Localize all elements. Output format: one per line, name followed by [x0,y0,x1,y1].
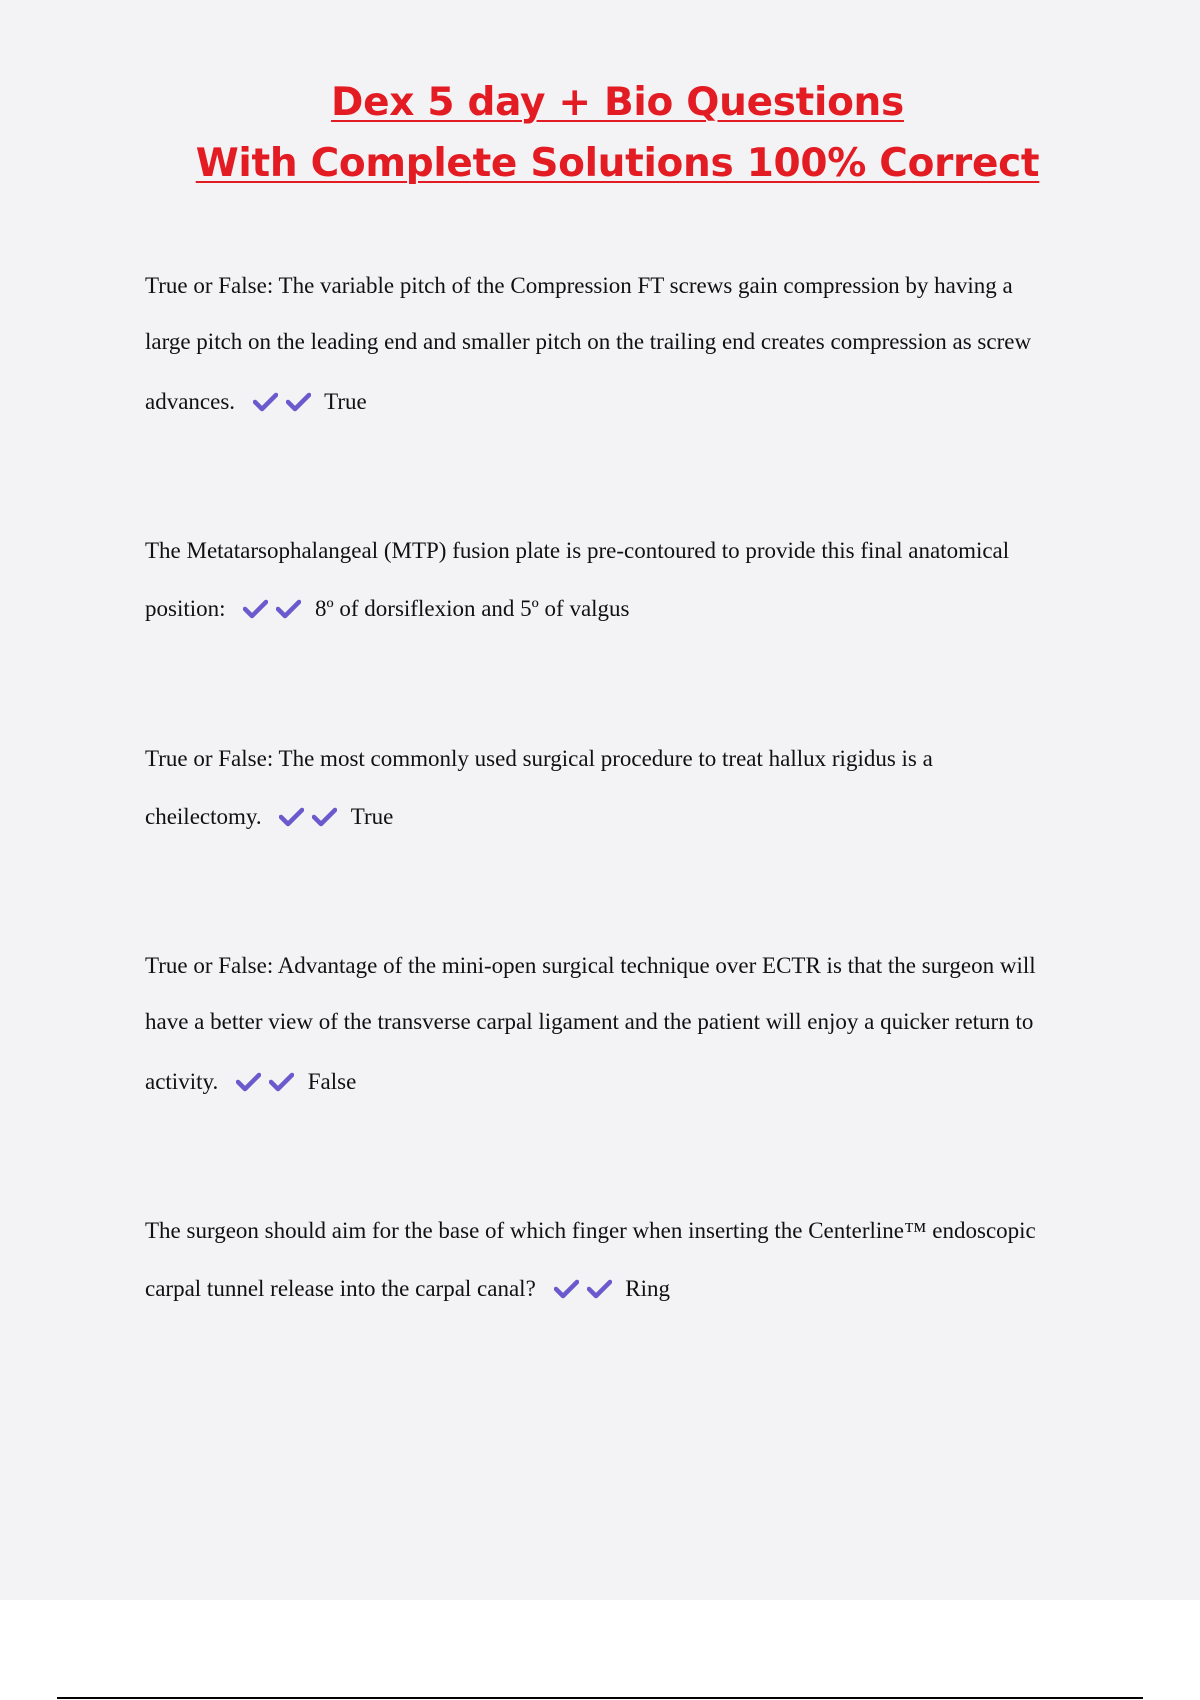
question-3-line-1: True or False: The most commonly used surgical procedure to treat hallux rigidus is a [145,746,933,771]
question-1 [145,258,1090,430]
question-1-line-2: large pitch on the leading end and smaller pitch on the trailing end creates compression as screw [145,329,1032,354]
check-icon [279,807,304,827]
check-icon [236,1072,261,1092]
check-icon [269,1072,294,1092]
answer-4: False [307,1069,357,1094]
question-5 [145,1202,1090,1318]
question-5-line-1: The surgeon should aim for the base of which finger when inserting the Centerline™ endoscopic [145,1218,1036,1243]
check-icon [554,1279,579,1299]
question-2-line-1: The Metatarsophalangeal (MTP) fusion plate is pre-contoured to provide this final anatomical [145,538,1010,563]
answer-5: Ring [625,1276,671,1301]
answer-2: 8º of dorsiflexion and 5º of valgus [315,596,630,621]
question-1-line-3: advances. [145,389,236,414]
check-icon [243,599,268,619]
title-line-1: Dex 5 day + Bio Questions [331,80,904,125]
title-line-2: With Complete Solutions 100% Correct [195,141,1040,186]
check-icon [253,392,278,412]
check-icon [312,807,337,827]
check-icon [276,599,301,619]
question-1-line-1: True or False: The variable pitch of the Compression FT screws gain compression by having a [145,273,1013,298]
check-icon [286,392,311,412]
document-title [0,72,1200,194]
check-icon [587,1279,612,1299]
question-2-line-2: position: [145,596,226,621]
question-4-line-2: have a better view of the transverse carpal ligament and the patient will enjoy a quicker return to [145,1009,1034,1034]
question-4-line-1: True or False: Advantage of the mini-open surgical technique over ECTR is that the surgeon will [145,953,1036,978]
question-3-line-2: cheilectomy. [145,804,262,829]
question-2 [145,522,1090,638]
question-4 [145,938,1090,1110]
question-3 [145,730,1090,846]
footer-divider [57,1697,1143,1699]
answer-1: True [324,389,367,414]
answer-3: True [350,804,394,829]
question-5-line-2: carpal tunnel release into the carpal canal? [145,1276,536,1301]
question-4-line-3: activity. [145,1069,219,1094]
